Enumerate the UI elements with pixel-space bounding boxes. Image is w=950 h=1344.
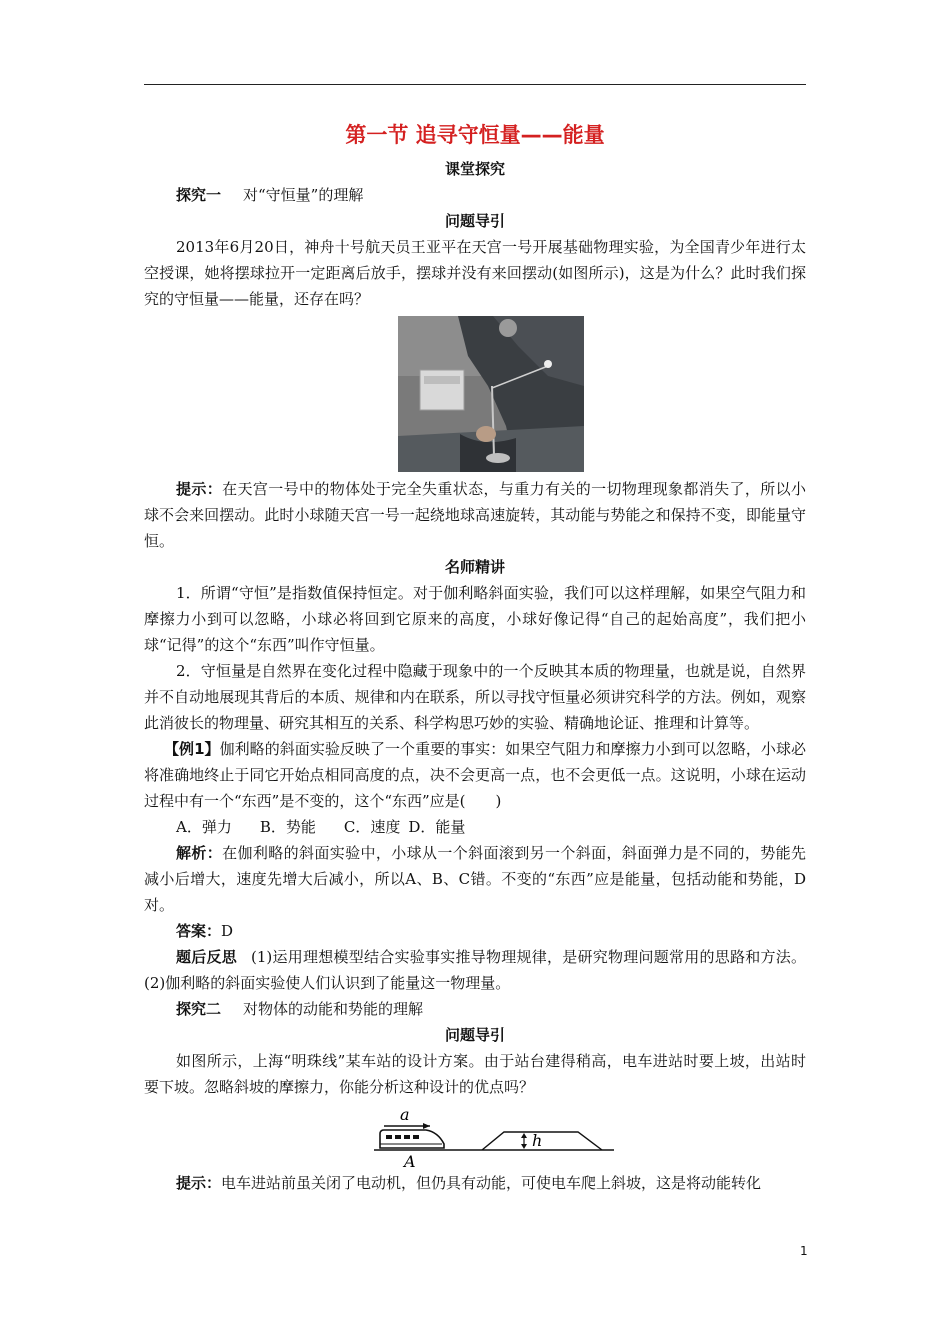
example1-analysis	[144, 840, 806, 918]
answer-label: 答案：	[176, 922, 222, 940]
section1-lecture-heading: 名师精讲	[444, 558, 505, 576]
section2-guide-heading: 问题导引	[444, 1026, 505, 1044]
section1-label: 探究一	[176, 186, 222, 204]
section2-text: 对物体的动能和势能的理解	[243, 1000, 424, 1018]
example1-text: 伽利略的斜面实验反映了一个重要的事实：如果空气阻力和摩擦力小到可以忽略，小球必将准确地终止于同它开始点相同高度的点，决不会更高一点，也不会更低一点。这说明，小球在运动过程中有一个“东西”是不变的，这个“东西”应是( )	[144, 740, 806, 810]
section1-guide-heading: 问题导引	[444, 212, 505, 230]
reflection-text: (1)运用理想模型结合实验事实推导物理规律，是研究物理问题常用的思路和方法。(2)伽利略的斜面实验使人们认识到了能量这一物理量。	[144, 948, 806, 992]
analysis-label: 解析：	[176, 844, 223, 862]
reflection-label: 题后反思	[176, 948, 237, 966]
astronaut-photo	[398, 316, 584, 472]
example1-answer	[144, 918, 806, 944]
example1	[144, 736, 806, 814]
section2-hint-text: 电车进站前虽关闭了电动机，但仍具有动能，可使电车爬上斜坡，这是将动能转化	[221, 1174, 762, 1192]
section-subtitle: 课堂探究	[444, 160, 505, 178]
section2-heading	[144, 996, 806, 1022]
section1-text: 对“守恒量”的理解	[243, 186, 364, 204]
astronaut-photo-graphic	[398, 316, 584, 472]
section1-point2: 2．守恒量是自然界在变化过程中隐藏于现象中的一个反映其本质的物理量，也就是说，自然界并不自动地展现其背后的本质、规律和内在联系，所以寻找守恒量必须讲究科学的方法。例如，观察此消彼长的物理量、研究其相互的关系、科学构思巧妙的实验、精确地论证、推理和计算等。	[144, 662, 806, 732]
option-b: B．势能	[259, 818, 316, 836]
label-h: h	[532, 1131, 543, 1150]
label-A: A	[404, 1152, 416, 1168]
option-c: C．速度	[343, 818, 401, 836]
section2-label: 探究二	[176, 1000, 222, 1018]
section2-guide-text: 如图所示，上海“明珠线”某车站的设计方案。由于站台建得稍高，电车进站时要上坡，出站时要下坡。忽略斜坡的摩擦力，你能分析这种设计的优点吗？	[144, 1052, 806, 1096]
label-a: a	[400, 1105, 410, 1124]
option-a: A．弹力	[176, 818, 232, 836]
answer-text: D	[221, 922, 234, 940]
option-d: D．能量	[408, 818, 466, 836]
page-number: 1	[800, 1244, 808, 1258]
section1-hint	[144, 476, 806, 554]
page-title: 第一节 追寻守恒量——能量	[345, 123, 605, 147]
header-rule	[144, 84, 806, 85]
example1-options	[144, 814, 806, 840]
example1-label: 【例1】	[164, 740, 220, 758]
section2-hint	[144, 1170, 806, 1196]
example1-reflection	[144, 944, 806, 996]
analysis-text: 在伽利略的斜面实验中，小球从一个斜面滚到另一个斜面，斜面弹力是不同的，势能先减小后增大，速度先增大后减小，所以A、B、C错。不变的“东西”应是能量，包括动能和势能，D对。	[144, 844, 806, 914]
document-page	[144, 118, 806, 1196]
section1-heading	[144, 182, 806, 208]
section1-hint-label: 提示：	[176, 480, 223, 498]
section2-hint-label: 提示：	[176, 1174, 222, 1192]
section1-hint-text: 在天宫一号中的物体处于完全失重状态，与重力有关的一切物理现象都消失了，所以小球不会来回摆动。此时小球随天宫一号一起绕地球高速旋转，其动能与势能之和保持不变，即能量守恒。	[144, 480, 806, 550]
station-diagram-graphic	[374, 1104, 614, 1168]
section1-guide-text: 2013年6月20日，神舟十号航天员王亚平在天宫一号开展基础物理实验，为全国青少年进行太空授课，她将摆球拉开一定距离后放手，摆球并没有来回摆动(如图所示)，这是为什么？此时我们探究的守恒量——能量，还存在吗？	[144, 238, 806, 308]
arrow-head	[423, 1123, 430, 1129]
station-diagram	[374, 1104, 614, 1168]
section1-point1: 1．所谓“守恒”是指数值保持恒定。对于伽利略斜面实验，我们可以这样理解，如果空气阻力和摩擦力小到可以忽略，小球必将回到它原来的高度，小球好像记得“自己的起始高度”，我们把小球“记得”的这个“东西”叫作守恒量。	[144, 584, 806, 654]
